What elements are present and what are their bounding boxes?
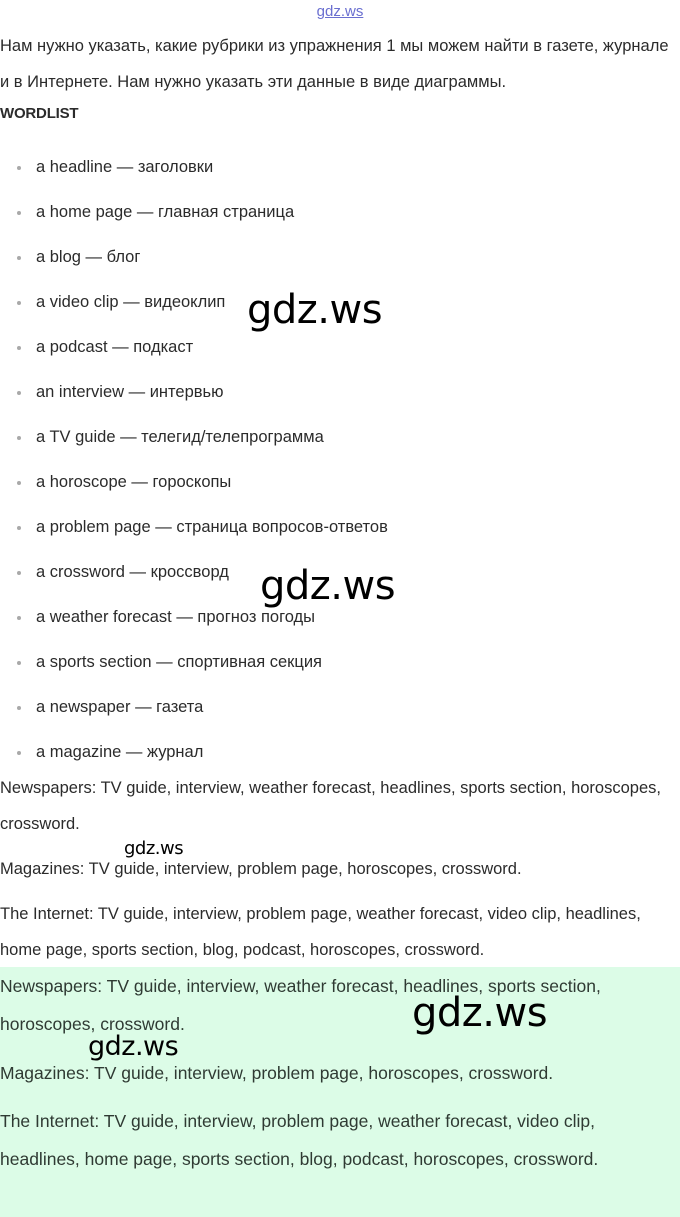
list-item [0, 685, 680, 730]
bullet-icon [17, 301, 21, 305]
list-item-text: a newspaper — газета [36, 698, 204, 716]
highlighted-answer-magazines: Magazines: TV guide, interview, problem page, horoscopes, crossword. [0, 1063, 554, 1083]
bullet-icon [17, 751, 21, 755]
list-item [0, 730, 680, 775]
list-item [0, 145, 680, 190]
bullet-icon [17, 346, 21, 350]
bullet-icon [17, 391, 21, 395]
bullet-icon [17, 661, 21, 665]
list-item-text: a video clip — видеоклип [36, 293, 226, 311]
highlighted-answer-newspapers: Newspapers: TV guide, interview, weather forecast, headlines, sports section, horoscopes, crossword. [0, 976, 601, 1034]
list-item-text: a magazine — журнал [36, 743, 204, 761]
watermark: gdz.ws [260, 563, 396, 609]
bullet-icon [17, 256, 21, 260]
answer-magazines: Magazines: TV guide, interview, problem page, horoscopes, crossword. [0, 860, 522, 878]
list-item-text: a sports section — спортивная секция [36, 653, 322, 671]
bullet-icon [17, 706, 21, 710]
answer-internet: The Internet: TV guide, interview, problem page, weather forecast, video clip, headlines, home page, sports section, blog, podcast, horoscopes, crossword. [0, 905, 641, 959]
watermark: gdz.ws [412, 990, 548, 1036]
bullet-icon [17, 166, 21, 170]
wordlist-heading: WORDLIST [0, 105, 79, 122]
answer-newspapers: Newspapers: TV guide, interview, weather forecast, headlines, sports section, horoscopes, crossword. [0, 779, 661, 833]
watermark: gdz.ws [247, 287, 383, 333]
bullet-icon [17, 481, 21, 485]
intro-text: Нам нужно указать, какие рубрики из упражнения 1 мы можем найти в газете, журнале и в Интернете. Нам нужно указать эти данные в виде диаграммы. [0, 37, 669, 91]
bullet-icon [17, 211, 21, 215]
bullet-icon [17, 616, 21, 620]
site-link[interactable]: gdz.ws [316, 3, 364, 20]
list-item-text: a horoscope — гороскопы [36, 473, 232, 491]
list-item-text: a headline — заголовки [36, 158, 214, 176]
highlighted-answer-internet: The Internet: TV guide, interview, problem page, weather forecast, video clip, headlines, home page, sports section, blog, podcast, horoscopes, crossword. [0, 1111, 599, 1169]
bullet-icon [17, 526, 21, 530]
list-item-text: a problem page — страница вопросов-ответов [36, 518, 388, 536]
wordlist [0, 145, 680, 775]
list-item-text: a TV guide — телегид/телепрограмма [36, 428, 324, 446]
list-item-text: an interview — интервью [36, 383, 224, 401]
list-item [0, 460, 680, 505]
list-item [0, 505, 680, 550]
list-item-text: a podcast — подкаст [36, 338, 194, 356]
list-item [0, 640, 680, 685]
list-item [0, 190, 680, 235]
list-item-text: a blog — блог [36, 248, 141, 266]
bullet-icon [17, 571, 21, 575]
list-item [0, 415, 680, 460]
watermark: gdz.ws [124, 838, 184, 859]
list-item-text: a home page — главная страница [36, 203, 295, 221]
list-item-text: a weather forecast — прогноз погоды [36, 608, 316, 626]
list-item [0, 235, 680, 280]
bullet-icon [17, 436, 21, 440]
highlighted-answer-box [0, 967, 680, 1217]
list-item [0, 370, 680, 415]
list-item-text: a crossword — кроссворд [36, 563, 229, 581]
watermark: gdz.ws [88, 1031, 179, 1062]
